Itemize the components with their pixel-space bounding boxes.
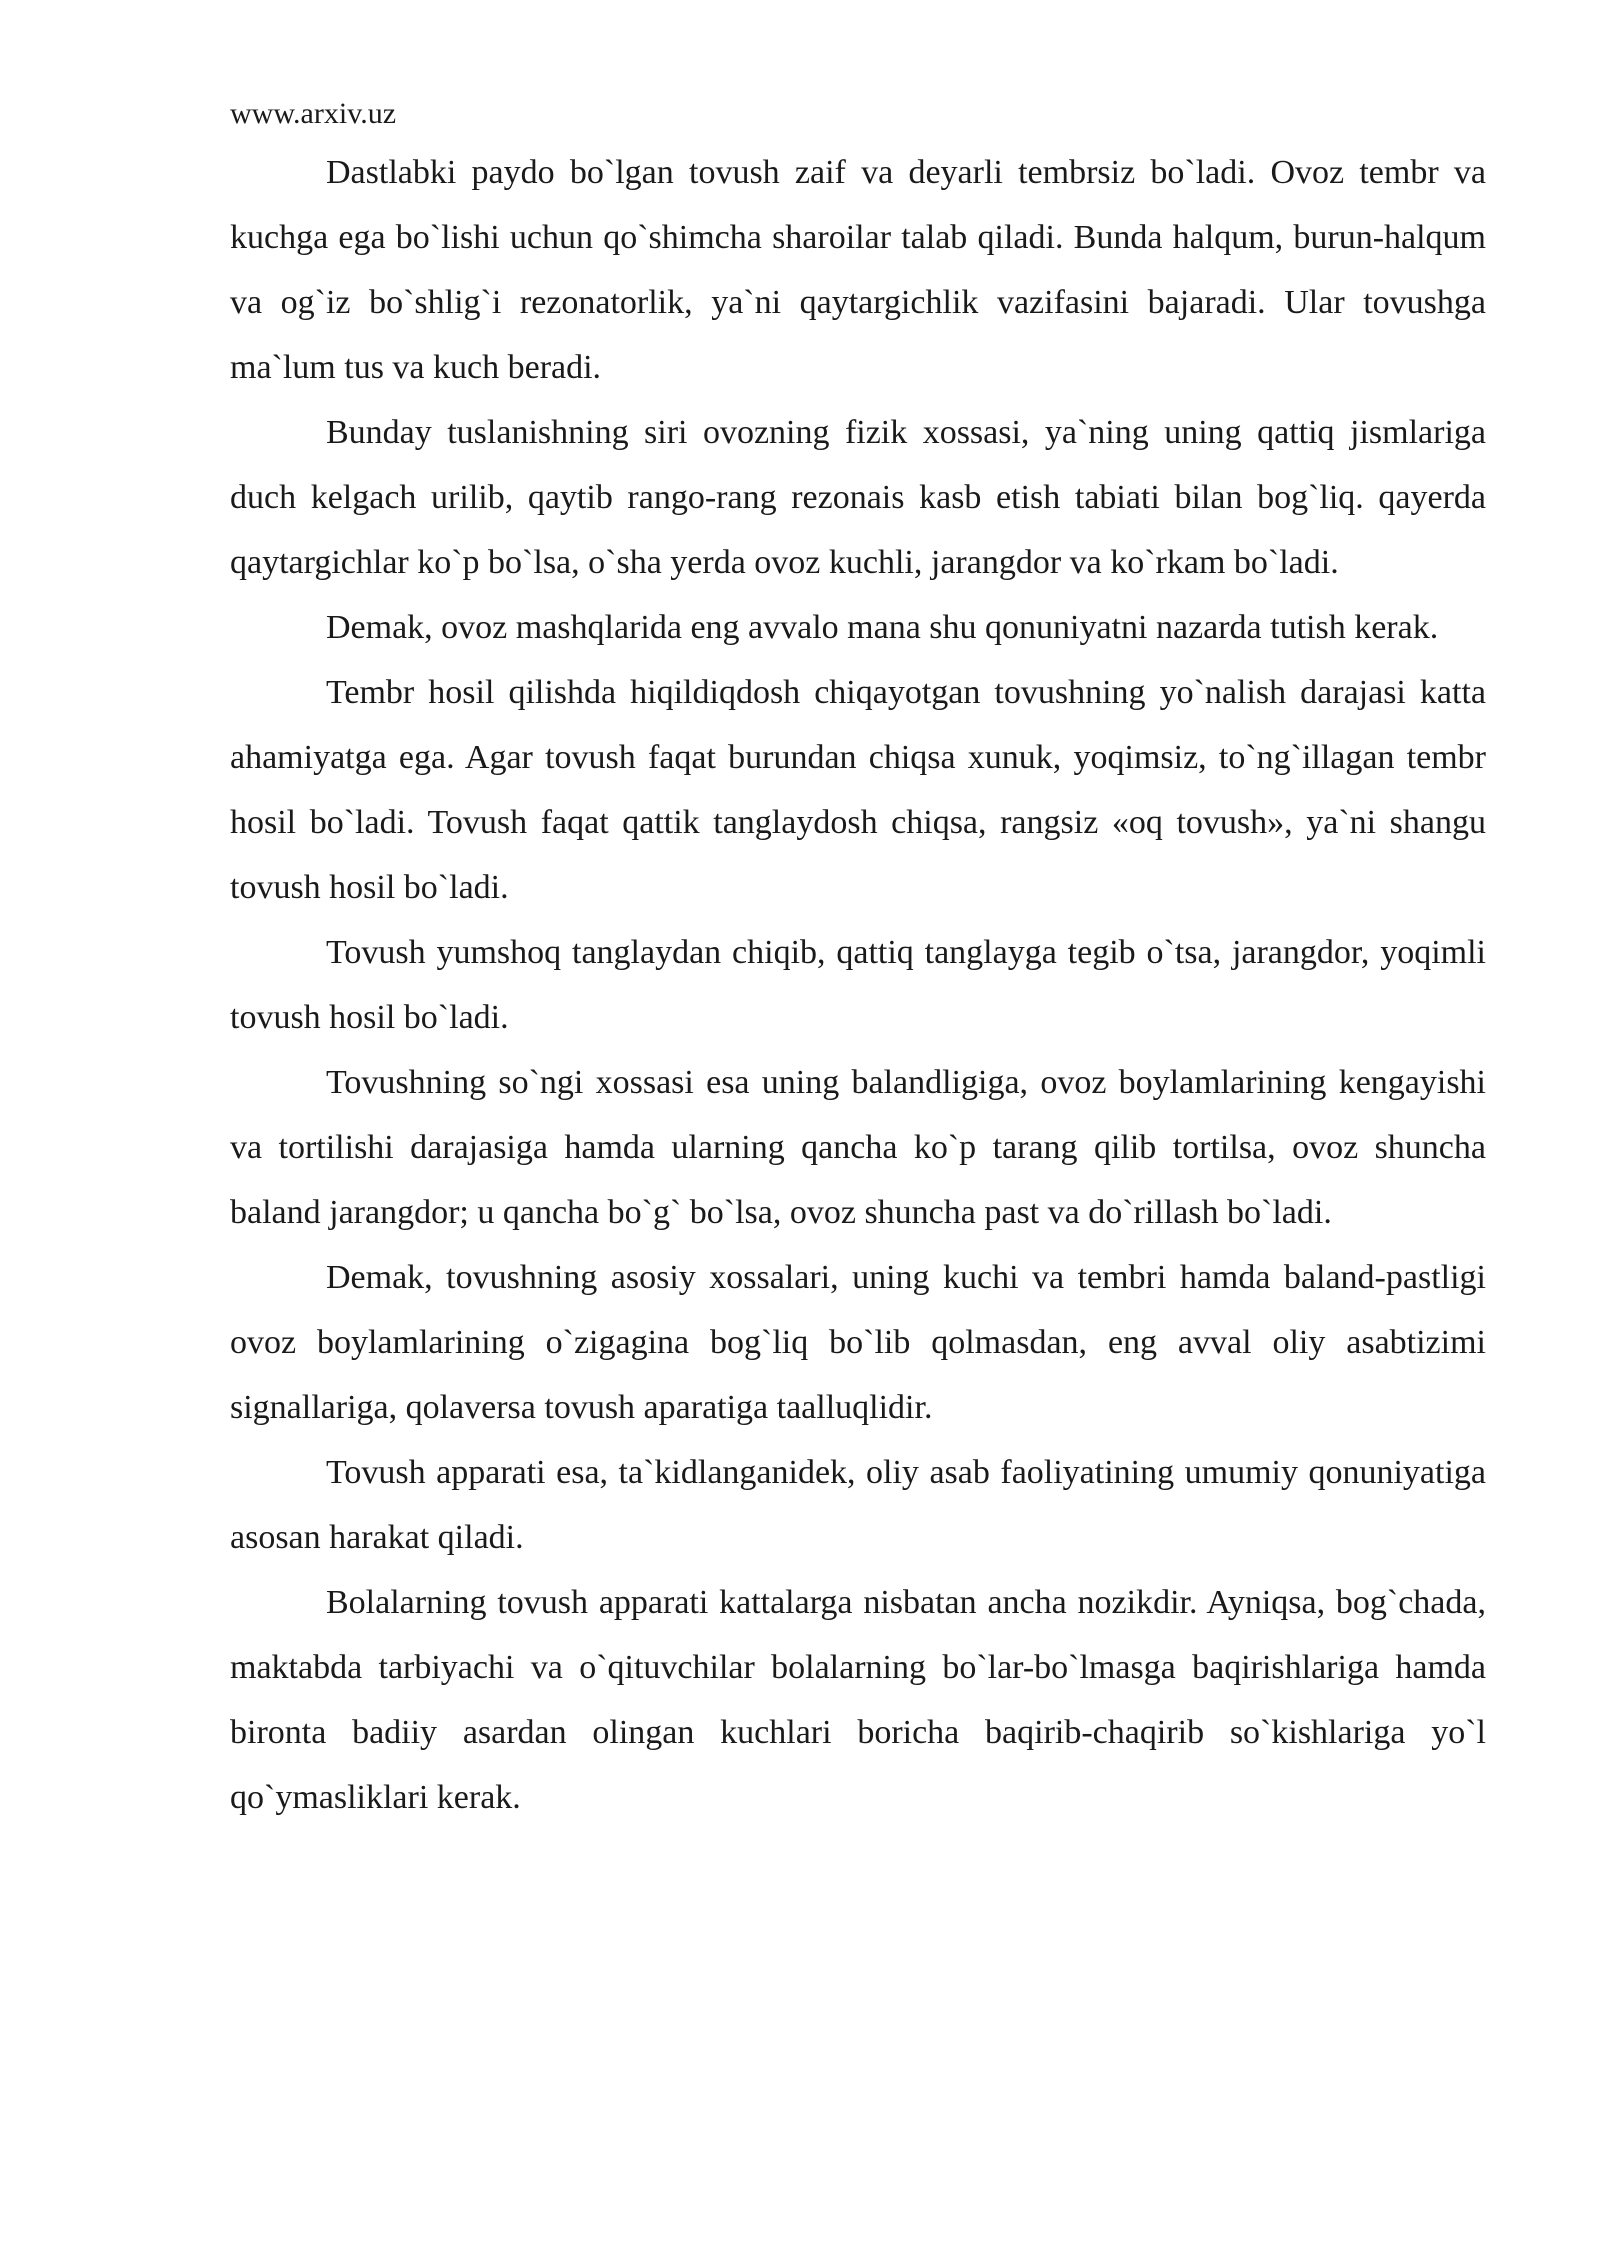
paragraph: Tovush yumshoq tanglaydan chiqib, qattiq tanglayga tegib o`tsa, jarangdor, yoqimli tovush hosil bo`ladi. — [230, 934, 1486, 1036]
paragraph: Tovushning so`ngi xossasi esa uning balandligiga, ovoz boylamlarining kengayishi va tortilishi darajasiga hamda ularning qancha ko`p tarang qilib tortilsa, ovoz shuncha baland jarangdor; u qancha bo`g` bo`lsa, ovoz shuncha past va do`rillash bo`ladi. — [230, 1064, 1486, 1231]
paragraph: Bunday tuslanishning siri ovozning fizik xossasi, ya`ning uning qattiq jismlariga duch kelgach urilib, qaytib rango-rang rezonais kasb etish tabiati bilan bog`liq. qayerda qaytargichlar ko`p bo`lsa, o`sha yerda ovoz kuchli, jarangdor va ko`rkam bo`ladi. — [230, 414, 1486, 581]
paragraph: Bolalarning tovush apparati kattalarga nisbatan ancha nozikdir. Ayniqsa, bog`chada, maktabda tarbiyachi va o`qituvchilar bolalarning bo`lar-bo`lmasga baqirishlariga hamda bironta badiiy asardan olingan kuchlari boricha baqirib-chaqirib so`kishlariga yo`l qo`ymasliklari kerak. — [230, 1584, 1486, 1816]
site-url: www.arxiv.uz — [230, 97, 397, 130]
paragraph: Demak, tovushning asosiy xossalari, uning kuchi va tembri hamda baland-pastligi ovoz boylamlarining o`zigagina bog`liq bo`lib qolmasdan, eng avval oliy asabtizimi signallariga, qolaversa tovush aparatiga taalluqlidir. — [230, 1259, 1486, 1426]
paragraph: Dastlabki paydo bo`lgan tovush zaif va deyarli tembrsiz bo`ladi. Ovoz tembr va kuchga ega bo`lishi uchun qo`shimcha sharoilar talab qiladi. Bunda halqum, burun-halqum va og`iz bo`shlig`i rezonatorlik, ya`ni qaytargichlik vazifasini bajaradi. Ular tovushga ma`lum tus va kuch beradi. — [230, 154, 1486, 386]
paragraph: Tembr hosil qilishda hiqildiqdosh chiqayotgan tovushning yo`nalish darajasi katta ahamiyatga ega. Agar tovush faqat burundan chiqsa xunuk, yoqimsiz, to`ng`illagan tembr hosil bo`ladi. Tovush faqat qattik tanglaydosh chiqsa, rangsiz «oq tovush», ya`ni shangu tovush hosil bo`ladi. — [230, 674, 1486, 906]
paragraph: Demak, ovoz mashqlarida eng avvalo mana shu qonuniyatni nazarda tutish kerak. — [326, 609, 1439, 646]
paragraph: Tovush apparati esa, ta`kidlanganidek, oliy asab faoliyatining umumiy qonuniyatiga asosan harakat qiladi. — [230, 1454, 1486, 1556]
